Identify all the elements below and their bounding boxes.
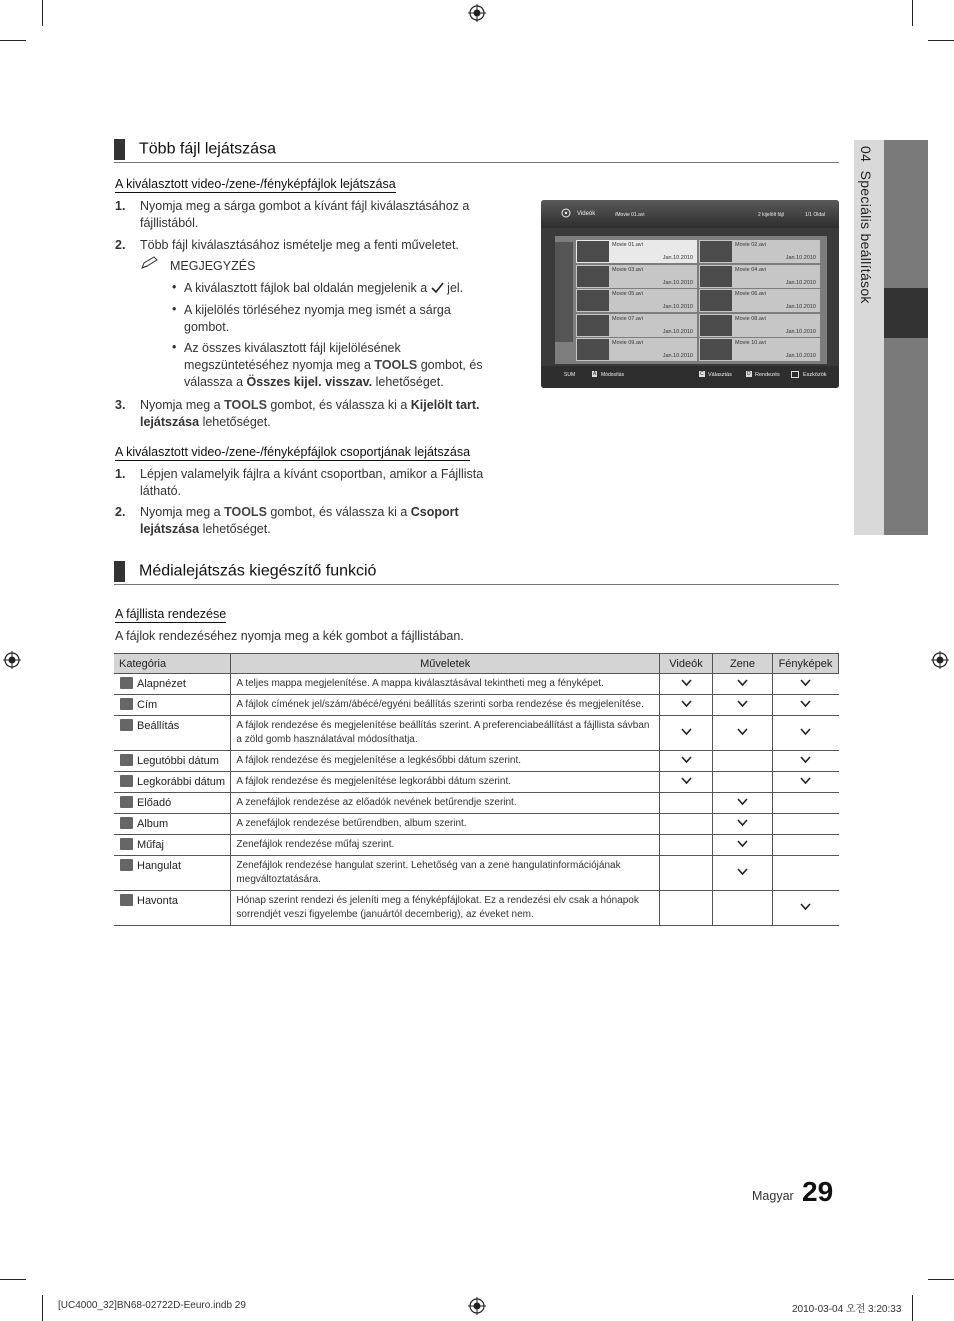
- screenshot-title: Videók: [577, 211, 596, 217]
- table-row: [114, 772, 839, 793]
- category-cell: [114, 751, 231, 772]
- film-thumbnail-icon: [700, 339, 732, 360]
- file-slug: [UC4000_32]BN68-02722D-Eeuro.indb 29: [58, 1300, 246, 1311]
- file-tile: [576, 265, 697, 288]
- section-rule: [114, 162, 839, 163]
- category-icon: [120, 859, 133, 871]
- subheading: A fájllista rendezése: [115, 607, 227, 621]
- subheading: A kiválasztott video-/zene-/fényképfájlok csoportjának lejátszása: [115, 445, 471, 459]
- table-row: [114, 835, 839, 856]
- film-thumbnail-icon: [577, 241, 609, 262]
- intro-text: A fájlok rendezéséhez nyomja meg a kék gombot a fájllistában.: [115, 629, 464, 643]
- bullet-dot: •: [172, 340, 177, 354]
- section-title: Médialejátszás kiegészítő funkció: [114, 561, 376, 582]
- support-cell: [772, 716, 838, 751]
- crop-mark: [912, 0, 913, 26]
- check-chevron-icon: [800, 754, 811, 765]
- sum-label: SUM: [564, 372, 576, 378]
- film-thumbnail-icon: [700, 315, 732, 336]
- page-number: 29: [802, 1176, 834, 1207]
- modify-label: Módosítás: [601, 372, 625, 378]
- screenshot-path: /Movie 01.avi: [615, 212, 645, 218]
- bullet-dot: •: [172, 280, 177, 294]
- registration-mark-icon: [468, 4, 486, 22]
- support-cell: [713, 856, 773, 891]
- film-thumbnail-icon: [577, 290, 609, 311]
- step-number: 2.: [115, 238, 126, 252]
- category-cell: [114, 793, 231, 814]
- file-date: Jan.10.2010: [785, 255, 816, 261]
- file-name: Movie 08.avi: [735, 315, 766, 322]
- check-chevron-icon: [737, 726, 748, 737]
- check-chevron-icon: [681, 726, 692, 737]
- check-chevron-icon: [800, 775, 811, 786]
- support-cell: [713, 891, 773, 926]
- support-cell: [772, 814, 838, 835]
- category-label: Alapnézet: [137, 678, 186, 690]
- check-chevron-icon: [737, 698, 748, 709]
- select-label: Választás: [708, 372, 732, 378]
- tools-icon: [791, 371, 799, 378]
- category-icon: [120, 698, 133, 710]
- file-date: Jan.10.2010: [785, 304, 816, 310]
- step-text: Nyomja meg a sárga gombot a kívánt fájl kiválasztásához a fájllistából.: [140, 199, 470, 230]
- film-thumbnail-icon: [577, 266, 609, 287]
- file-date: Jan.10.2010: [662, 304, 693, 310]
- support-cell: [660, 856, 713, 891]
- support-cell: [713, 751, 773, 772]
- operation-cell: A fájlok rendezése és megjelenítése legkorábbi dátum szerint.: [231, 772, 660, 793]
- header-operations: Műveletek: [231, 654, 660, 674]
- film-thumbnail-icon: [700, 266, 732, 287]
- registration-mark-icon: [468, 1297, 486, 1315]
- film-thumbnail-icon: [577, 315, 609, 336]
- film-thumbnail-icon: [700, 290, 732, 311]
- header-music: Zene: [713, 654, 773, 674]
- step-text: Több fájl kiválasztásához ismételje meg a fenti műveletet.: [140, 238, 459, 252]
- check-chevron-icon: [737, 677, 748, 688]
- step-number: 1.: [115, 199, 126, 213]
- operation-cell: A zenefájlok rendezése az előadók nevének betűrendje szerint.: [231, 793, 660, 814]
- table-header-row: [114, 654, 839, 674]
- operation-cell: Zenefájlok rendezése műfaj szerint.: [231, 835, 660, 856]
- crop-mark: [0, 40, 26, 41]
- support-cell: [772, 695, 838, 716]
- step-number: 2.: [115, 505, 126, 519]
- film-thumbnail-icon: [577, 339, 609, 360]
- file-date: Jan.10.2010: [785, 328, 816, 335]
- file-name: Movie 10.avi: [735, 340, 766, 346]
- checkmark-icon: [431, 282, 444, 293]
- support-cell: [660, 674, 713, 695]
- support-cell: [713, 716, 773, 751]
- category-label: Legkorábbi dátum: [137, 776, 226, 788]
- file-tile: [699, 314, 820, 337]
- category-icon: [120, 677, 133, 689]
- category-cell: [114, 772, 231, 793]
- file-tile: [576, 314, 697, 337]
- bullet-text: Az összes kiválasztott fájl kijelölésének megszüntetéséhez nyomja meg a TOOLS gombot, és válassza a Összes kijel. visszav. lehetőséget.: [184, 341, 483, 389]
- file-tile: [576, 240, 697, 263]
- category-icon: [120, 838, 133, 850]
- operation-cell: A teljes mappa megjelenítése. A mappa kiválasztásával tekintheti meg a fényképet.: [231, 674, 660, 695]
- a-button: A: [593, 371, 597, 377]
- category-label: Album: [137, 818, 169, 830]
- screenshot-selected-count: 2 kijelölt fájl: [758, 212, 784, 218]
- category-label: Műfaj: [137, 839, 164, 851]
- file-date: Jan.10.2010: [662, 279, 693, 286]
- file-date: Jan.10.2010: [785, 279, 816, 286]
- support-cell: [660, 751, 713, 772]
- support-cell: [713, 772, 773, 793]
- crop-mark: [928, 1279, 954, 1280]
- film-reel-icon: [561, 208, 571, 218]
- sort-label: Rendezés: [755, 372, 780, 378]
- category-icon: [120, 796, 133, 808]
- category-sidebar: [555, 242, 573, 342]
- category-label: Beállítás: [137, 720, 180, 732]
- support-cell: [660, 793, 713, 814]
- category-icon: [120, 817, 133, 829]
- operation-cell: A fájlok rendezése és megjelenítése beállítás szerint. A preferenciabeállítást a fájllista sávban a zöld gomb használatával módosíthatja.: [231, 716, 660, 751]
- category-cell: [114, 891, 231, 926]
- category-icon: [120, 754, 133, 766]
- print-stamp: 2010-03-04 오전 3:20:33: [792, 1304, 902, 1315]
- category-label: Havonta: [137, 895, 178, 907]
- bullet-text: A kiválasztott fájlok bal oldalán megjelenik a jel.: [184, 281, 464, 295]
- d-button: D: [747, 371, 751, 377]
- check-chevron-icon: [800, 698, 811, 709]
- category-label: Legutóbbi dátum: [137, 755, 219, 767]
- crop-mark: [928, 40, 954, 41]
- crop-mark: [0, 1279, 26, 1280]
- footer-language: Magyar: [752, 1189, 794, 1203]
- chapter-tab-marker: [884, 288, 928, 338]
- table-row: [114, 674, 839, 695]
- operation-cell: Hónap szerint rendezi és jeleníti meg a fényképfájlokat. Ez a rendezési elv csak a hónapok sorrendjét veszi figyelembe (januártól decemberig), az éveket nem.: [231, 891, 660, 926]
- file-tile: [699, 240, 820, 263]
- check-chevron-icon: [737, 866, 748, 877]
- check-chevron-icon: [800, 677, 811, 688]
- support-cell: [772, 772, 838, 793]
- file-tile: [576, 289, 697, 312]
- category-cell: [114, 716, 231, 751]
- file-date: Jan.10.2010: [662, 255, 693, 261]
- table-row: [114, 751, 839, 772]
- crop-mark: [42, 1295, 43, 1321]
- file-name: Movie 06.avi: [735, 291, 766, 297]
- bullet-dot: •: [172, 302, 177, 316]
- check-chevron-icon: [681, 677, 692, 688]
- step-text: Nyomja meg a TOOLS gombot, és válassza ki a Kijelölt tart. lejátszása lehetőséget.: [140, 398, 480, 429]
- file-name: Movie 09.avi: [612, 340, 643, 346]
- operation-cell: A fájlok címének jel/szám/ábécé/egyéni beállítás szerinti sorba rendezése és megjelenítése.: [231, 695, 660, 716]
- operation-cell: A zenefájlok rendezése betűrendben, album szerint.: [231, 814, 660, 835]
- file-name: Movie 01.avi: [612, 242, 643, 248]
- table-row: [114, 814, 839, 835]
- operation-cell: Zenefájlok rendezése hangulat szerint. Lehetőség van a zene hangulatinformációjának megváltoztatására.: [231, 856, 660, 891]
- category-label: Cím: [137, 699, 158, 711]
- operation-cell: A fájlok rendezése és megjelenítése a legkésőbbi dátum szerint.: [231, 751, 660, 772]
- file-tile: [699, 265, 820, 288]
- step-text: Nyomja meg a TOOLS gombot, és válassza ki a Csoport lejátszása lehetőséget.: [140, 505, 459, 536]
- file-tile: [699, 289, 820, 312]
- tv-screenshot: [541, 200, 839, 388]
- file-name: Movie 03.avi: [612, 266, 643, 273]
- check-chevron-icon: [737, 796, 748, 807]
- category-cell: [114, 835, 231, 856]
- category-cell: [114, 856, 231, 891]
- header-videos: Videók: [660, 654, 713, 674]
- registration-mark-icon: [931, 651, 949, 669]
- support-cell: [772, 674, 838, 695]
- support-cell: [660, 716, 713, 751]
- registration-mark-icon: [3, 651, 21, 669]
- file-date: Jan.10.2010: [662, 353, 693, 359]
- check-chevron-icon: [737, 817, 748, 828]
- category-label: Előadó: [137, 797, 172, 809]
- section-rule: [114, 584, 839, 585]
- support-cell: [772, 856, 838, 891]
- support-cell: [660, 772, 713, 793]
- table-row: [114, 891, 839, 926]
- support-cell: [772, 891, 838, 926]
- pencil-icon: [140, 256, 160, 270]
- category-cell: [114, 814, 231, 835]
- check-chevron-icon: [800, 726, 811, 737]
- table-row: [114, 695, 839, 716]
- support-cell: [660, 695, 713, 716]
- check-chevron-icon: [681, 754, 692, 765]
- category-cell: [114, 674, 231, 695]
- file-name: Movie 05.avi: [612, 291, 643, 297]
- category-icon: [120, 719, 133, 731]
- category-cell: [114, 695, 231, 716]
- check-chevron-icon: [800, 901, 811, 912]
- support-cell: [713, 793, 773, 814]
- subheading: A kiválasztott video-/zene-/fényképfájlok lejátszása: [115, 177, 396, 191]
- header-photos: Fényképek: [772, 654, 838, 674]
- support-cell: [660, 835, 713, 856]
- c-button: C: [700, 371, 704, 377]
- file-name: Movie 07.avi: [612, 315, 643, 322]
- support-cell: [660, 891, 713, 926]
- step-number: 3.: [115, 398, 126, 412]
- header-category: Kategória: [114, 654, 231, 674]
- support-cell: [713, 835, 773, 856]
- table-row: [114, 716, 839, 751]
- support-cell: [772, 751, 838, 772]
- note-label: MEGJEGYZÉS: [170, 259, 256, 273]
- screenshot-page: 1/1 Oldal: [805, 212, 826, 218]
- file-name: Movie 04.avi: [735, 266, 766, 273]
- chapter-label: 04 Speciális beállítások: [858, 146, 874, 304]
- crop-mark: [42, 0, 43, 26]
- file-tile: [576, 338, 697, 361]
- crop-mark: [912, 1295, 913, 1321]
- support-cell: [713, 674, 773, 695]
- support-cell: [772, 835, 838, 856]
- support-cell: [713, 814, 773, 835]
- category-label: Hangulat: [137, 860, 182, 872]
- step-text: Lépjen valamelyik fájlra a kívánt csoportban, amikor a Fájllista látható.: [140, 467, 484, 498]
- bullet-text: A kijelölés törléséhez nyomja meg ismét a sárga gombot.: [184, 303, 451, 334]
- film-thumbnail-icon: [700, 241, 732, 262]
- category-icon: [120, 894, 133, 906]
- support-cell: [713, 695, 773, 716]
- table-row: [114, 856, 839, 891]
- section-title: Több fájl lejátszása: [114, 139, 276, 160]
- step-number: 1.: [115, 467, 126, 481]
- support-cell: [772, 793, 838, 814]
- check-chevron-icon: [681, 775, 692, 786]
- check-chevron-icon: [737, 838, 748, 849]
- file-name: Movie 02.avi: [735, 242, 766, 248]
- sort-table: [114, 653, 839, 926]
- category-icon: [120, 775, 133, 787]
- check-chevron-icon: [681, 698, 692, 709]
- file-date: Jan.10.2010: [785, 353, 816, 359]
- file-date: Jan.10.2010: [662, 328, 693, 335]
- file-tile: [699, 338, 820, 361]
- table-row: [114, 793, 839, 814]
- tools-label: Eszközök: [803, 372, 827, 378]
- support-cell: [660, 814, 713, 835]
